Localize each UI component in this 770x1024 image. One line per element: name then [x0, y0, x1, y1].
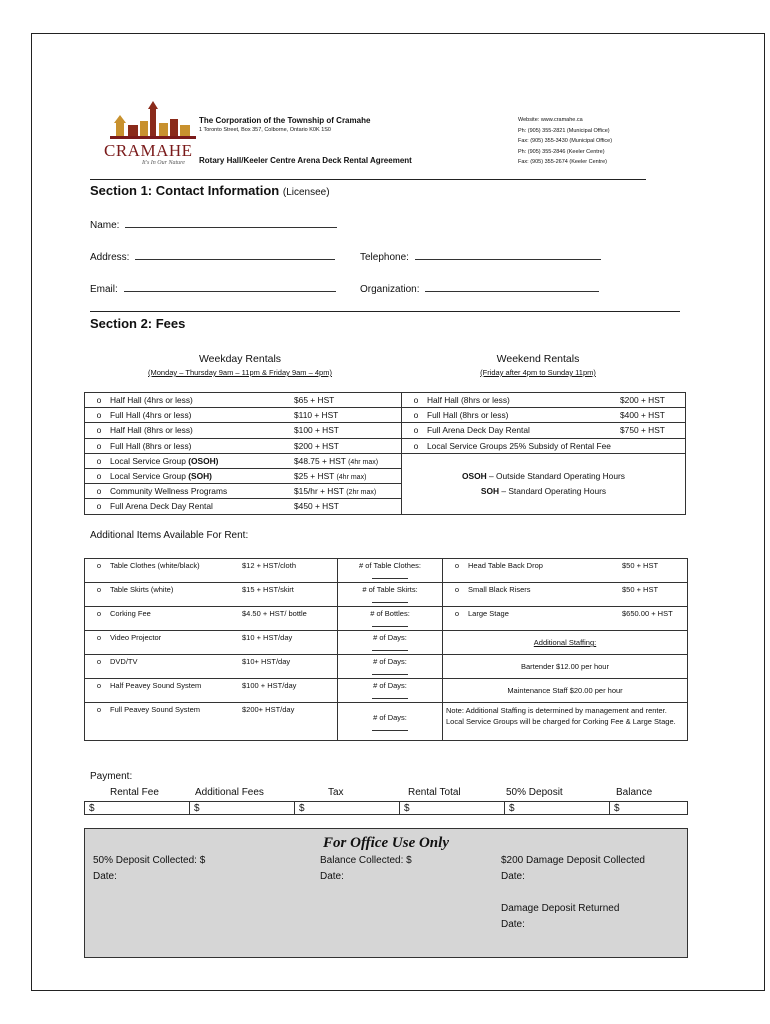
bullet-icon: o — [413, 440, 419, 451]
balance-collected-block — [320, 853, 412, 885]
bullet-icon: o — [413, 425, 419, 436]
organization-row — [360, 282, 599, 295]
corporation-name: The Corporation of the Township of Cramahe — [199, 116, 371, 125]
office-title: For Office Use Only — [323, 835, 449, 851]
agreement-title: Rotary Hall/Keeler Centre Arena Deck Rental Agreement — [199, 156, 412, 165]
payment-table — [84, 801, 688, 815]
weekday-price: $48.75 + HST — [294, 455, 346, 466]
telephone-row — [360, 250, 601, 263]
additional-price: $100 + HST/day — [242, 681, 297, 690]
telephone-field[interactable] — [415, 250, 601, 260]
right-item: Small Black Risers — [468, 585, 531, 594]
payment-header: Rental Total — [408, 787, 461, 798]
qty-field[interactable] — [372, 668, 408, 675]
table-row — [85, 583, 688, 607]
osoh-abbr: OSOH — [462, 471, 487, 482]
right-item: Large Stage — [468, 609, 509, 618]
additional-item: Corking Fee — [110, 609, 151, 618]
qty-field[interactable] — [372, 596, 408, 603]
weekday-price: $15/hr + HST — [294, 486, 344, 497]
table-row — [85, 408, 686, 423]
additional-item: Half Peavey Sound System — [110, 681, 202, 690]
weekday-price: $100 + HST — [294, 425, 339, 436]
qty-label: # of Table Skirts: — [362, 585, 418, 594]
bullet-icon: o — [454, 585, 460, 594]
payment-cell[interactable] — [400, 802, 505, 815]
weekend-item: Full Arena Deck Day Rental — [427, 425, 530, 436]
weekend-price: $200 + HST — [620, 395, 665, 406]
table-row — [85, 679, 688, 703]
table-row — [85, 393, 686, 408]
section1-subtitle: (Licensee) — [282, 187, 330, 198]
date-label: Date: — [320, 871, 344, 882]
osoh-definition: – Outside Standard Operating Hours — [486, 471, 625, 482]
damage-returned-block — [501, 901, 619, 933]
payment-header: Tax — [328, 787, 344, 798]
bullet-icon: o — [96, 633, 102, 642]
bullet-icon: o — [96, 705, 102, 714]
deposit-collected-label: 50% Deposit Collected: $ — [93, 855, 206, 866]
payment-header: Additional Fees — [195, 787, 264, 798]
bullet-icon: o — [413, 395, 419, 406]
bullet-icon: o — [96, 440, 102, 451]
table-row — [85, 802, 688, 815]
balance-collected-label: Balance Collected: $ — [320, 855, 412, 866]
table-row — [85, 484, 686, 499]
qty-field[interactable] — [372, 572, 408, 579]
payment-cell-value: $ — [194, 802, 200, 814]
section1-divider — [90, 311, 680, 312]
header-divider — [90, 179, 646, 180]
payment-cell[interactable] — [190, 802, 295, 815]
office-use-box — [84, 828, 688, 958]
payment-cell-value: $ — [509, 802, 515, 814]
township-logo — [104, 101, 198, 175]
weekday-item: Full Hall (8hrs or less) — [110, 440, 192, 451]
additional-item: DVD/TV — [110, 657, 138, 666]
soh-definition: – Standard Operating Hours — [499, 486, 607, 497]
contact-fax-municipal: Fax: (905) 355-3430 (Municipal Office) — [518, 138, 613, 144]
section1-title — [90, 183, 330, 198]
address-field[interactable] — [135, 250, 335, 260]
weekday-item: Half Hall (8hrs or less) — [110, 425, 193, 436]
additional-heading: Additional Items Available For Rent: — [90, 530, 249, 541]
skyline-logo-icon — [110, 101, 196, 141]
organization-field[interactable] — [425, 282, 599, 292]
logo-tagline: It's In Our Nature — [142, 160, 185, 166]
staffing-note: Note: Additional Staffing is determined by management and renter. Local Service Groups will be charged for Corking Fee & Large Stage. — [446, 706, 676, 726]
payment-cell[interactable] — [295, 802, 400, 815]
bullet-icon: o — [96, 410, 102, 421]
weekday-item: Full Arena Deck Day Rental — [110, 501, 213, 512]
payment-headers — [84, 787, 688, 801]
payment-header: 50% Deposit — [506, 787, 563, 798]
section2-title: Section 2: Fees — [90, 316, 186, 331]
weekday-price-note: (4hr max) — [348, 458, 379, 466]
email-field[interactable] — [124, 282, 336, 292]
weekday-price-note: (4hr max) — [336, 474, 367, 482]
telephone-label: Telephone: — [360, 252, 409, 263]
weekday-price-note: (2hr max) — [346, 489, 377, 497]
table-row — [85, 607, 688, 631]
table-row — [85, 438, 686, 453]
right-price: $650.00 + HST — [622, 609, 673, 618]
additional-item: Table Clothes (white/black) — [110, 561, 200, 570]
table-row — [85, 559, 688, 583]
weekday-price: $200 + HST — [294, 440, 339, 451]
table-row — [85, 703, 688, 741]
weekday-item: Half Hall (4hrs or less) — [110, 395, 193, 406]
weekday-price: $65 + HST — [294, 395, 335, 406]
weekend-item: Local Service Groups 25% Subsidy of Rental Fee — [427, 440, 611, 451]
weekday-heading: Weekday Rentals — [198, 353, 282, 365]
weekday-price: $110 + HST — [294, 410, 339, 421]
weekday-item: Local Service Group — [110, 455, 189, 466]
additional-price: $200+ HST/day — [242, 705, 295, 714]
additional-price: $10+ HST/day — [242, 657, 291, 666]
weekday-item: Community Wellness Programs — [110, 486, 228, 497]
qty-field[interactable] — [372, 644, 408, 651]
maintenance-rate: Maintenance Staff $20.00 per hour — [507, 686, 623, 695]
qty-field[interactable] — [372, 620, 408, 627]
weekend-price: $400 + HST — [620, 410, 665, 421]
weekday-hours: (Monday – Thursday 9am – 11pm & Friday 9am – 4pm) — [148, 368, 332, 377]
email-label: Email: — [90, 284, 118, 295]
right-price: $50 + HST — [622, 561, 659, 570]
damage-returned-label: Damage Deposit Returned — [501, 903, 620, 914]
weekday-heading-block — [110, 353, 370, 377]
address-label: Address: — [90, 252, 130, 263]
bullet-icon: o — [96, 585, 102, 594]
date-label: Date: — [501, 919, 525, 930]
damage-collected-block — [501, 853, 645, 885]
additional-item: Full Peavey Sound System — [110, 705, 201, 714]
weekday-item: Local Service Group — [110, 471, 189, 482]
deposit-collected-block — [93, 853, 205, 885]
fees-table — [84, 392, 686, 515]
bullet-icon: o — [96, 609, 102, 618]
payment-cell-value: $ — [404, 802, 410, 814]
additional-price: $15 + HST/skirt — [242, 585, 294, 594]
weekend-item: Half Hall (8hrs or less) — [427, 395, 510, 406]
payment-cell-value: $ — [89, 802, 95, 814]
corporation-address: 1 Toronto Street, Box 357, Colborne, Ontario K0K 1S0 — [199, 127, 331, 133]
qty-label: # of Days: — [373, 657, 407, 666]
weekday-price: $450 + HST — [294, 501, 339, 512]
contact-website: Website: www.cramahe.ca — [518, 117, 583, 123]
payment-cell-value: $ — [614, 802, 620, 814]
bullet-icon: o — [96, 501, 102, 512]
bullet-icon: o — [454, 609, 460, 618]
bullet-icon: o — [454, 561, 460, 570]
payment-cell-value: $ — [299, 802, 305, 814]
additional-price: $10 + HST/day — [242, 633, 293, 642]
weekend-hours: (Friday after 4pm to Sunday 11pm) — [480, 368, 596, 377]
logo-name: CRAMAHE — [104, 141, 193, 160]
bartender-rate: Bartender $12.00 per hour — [521, 662, 609, 671]
bullet-icon: o — [96, 486, 102, 497]
email-row — [90, 282, 336, 295]
weekday-item-abbr: (OSOH) — [188, 455, 219, 466]
name-field[interactable] — [125, 218, 337, 228]
qty-label: # of Days: — [373, 681, 407, 690]
section1-title-text: Section 1: Contact Information — [90, 183, 280, 198]
contact-phone-municipal: Ph: (905) 355-2821 (Municipal Office) — [518, 127, 610, 134]
qty-label: # of Days: — [373, 633, 407, 642]
right-price: $50 + HST — [622, 585, 659, 594]
contact-fax-keeler: Fax: (905) 355-2674 (Keeler Centre) — [518, 159, 607, 165]
qty-field[interactable] — [372, 724, 408, 731]
bullet-icon: o — [96, 561, 102, 570]
payment-label: Payment: — [90, 771, 133, 782]
table-row — [85, 453, 686, 468]
weekend-price: $750 + HST — [620, 425, 665, 436]
name-label: Name: — [90, 220, 120, 231]
organization-label: Organization: — [360, 284, 420, 295]
header-contacts — [518, 115, 612, 168]
table-row — [85, 423, 686, 438]
bullet-icon: o — [96, 471, 102, 482]
payment-header: Rental Fee — [110, 787, 159, 798]
additional-price: $12 + HST/cloth — [242, 561, 296, 570]
contact-phone-keeler: Ph: (905) 355-2846 (Keeler Centre) — [518, 148, 605, 155]
right-item: Head Table Back Drop — [468, 561, 543, 570]
bullet-icon: o — [96, 455, 102, 466]
weekend-heading-block — [418, 353, 658, 377]
payment-cell[interactable] — [610, 802, 688, 815]
qty-field[interactable] — [372, 692, 408, 699]
additional-items-table — [84, 558, 688, 741]
bullet-icon: o — [96, 657, 102, 666]
weekend-item: Full Hall (8hrs or less) — [427, 410, 509, 421]
weekday-price: $25 + HST — [294, 471, 335, 482]
table-row — [85, 468, 686, 483]
damage-collected-label: $200 Damage Deposit Collected — [501, 855, 645, 866]
bullet-icon: o — [96, 395, 102, 406]
staffing-heading: Additional Staffing: — [533, 638, 597, 647]
weekday-item: Full Hall (4hrs or less) — [110, 410, 192, 421]
bullet-icon: o — [96, 425, 102, 436]
weekend-heading: Weekend Rentals — [496, 353, 580, 365]
date-label: Date: — [501, 871, 525, 882]
additional-item: Video Projector — [110, 633, 162, 642]
address-row — [90, 250, 335, 263]
table-row — [85, 499, 686, 514]
qty-label: # of Days: — [373, 712, 407, 722]
bullet-icon: o — [96, 681, 102, 690]
payment-cell[interactable] — [85, 802, 190, 815]
bullet-icon: o — [413, 410, 419, 421]
name-row — [90, 218, 337, 231]
payment-cell[interactable] — [505, 802, 610, 815]
payment-header: Balance — [616, 787, 653, 798]
soh-abbr: SOH — [480, 486, 500, 497]
table-row — [85, 655, 688, 679]
table-row — [85, 631, 688, 655]
qty-label: # of Bottles: — [370, 609, 410, 618]
qty-label: # of Table Clothes: — [359, 561, 421, 570]
weekday-item-abbr: (SOH) — [188, 471, 212, 482]
additional-item: Table Skirts (white) — [110, 585, 174, 594]
additional-price: $4.50 + HST/ bottle — [242, 609, 307, 618]
date-label: Date: — [93, 871, 117, 882]
